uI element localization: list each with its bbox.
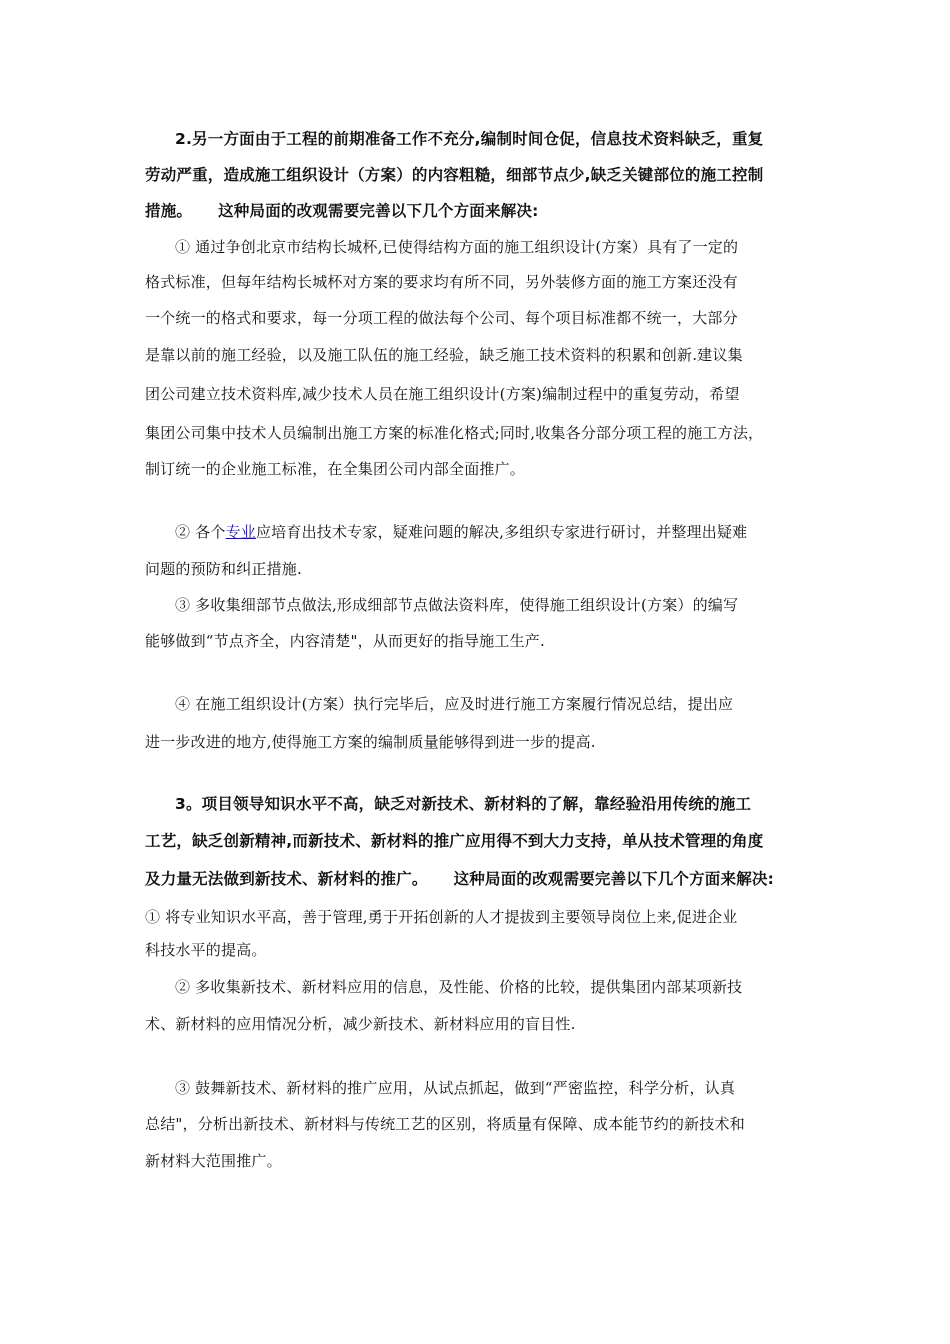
section-3-item-1-line-1: ① 将专业知识水平高，善于管理,勇于开拓创新的人才提拔到主要领导岗位上来,促进企业 xyxy=(145,908,738,926)
section-2-item-2-suffix: 应培育出技术专家，疑难问题的解决,多组织专家进行研讨，并整理出疑难 xyxy=(255,523,748,541)
section-2-item-1-line-1: ① 通过争创北京市结构长城杯,已使得结构方面的施工组织设计(方案）具有了一定的 xyxy=(175,238,739,256)
section-2-item-1-line-2: 格式标准，但每年结构长城杯对方案的要求均有所不同，另外装修方面的施工方案还没有 xyxy=(145,273,738,291)
section-3-item-2-line-1: ② 多收集新技术、新材料应用的信息，及性能、价格的比较，提供集团内部某项新技 xyxy=(175,978,743,996)
section-2-heading-line-3 xyxy=(145,201,539,221)
section-3-item-2-line-2: 术、新材料的应用情况分析，减少新技术、新材料应用的盲目性. xyxy=(145,1015,576,1033)
section-2-item-1-line-6: 集团公司集中技术人员编制出施工方案的标准化格式;同时,收集各分部分项工程的施工方法， xyxy=(145,424,764,442)
section-3-item-1-line-2: 科技水平的提高。 xyxy=(145,941,267,959)
section-3-item-3-line-3: 新材料大范围推广。 xyxy=(145,1152,282,1170)
section-2-heading-line-1: 2.另一方面由于工程的前期准备工作不充分,编制时间仓促，信息技术资料缺乏，重复 xyxy=(175,130,764,148)
section-2-item-2-line-2: 问题的预防和纠正措施. xyxy=(145,560,302,578)
section-2-item-3-line-1: ③ 多收集细部节点做法,形成细部节点做法资料库，使得施工组织设计(方案）的编写 xyxy=(175,596,739,614)
section-3-item-3-line-1: ③ 鼓舞新技术、新材料的推广应用，从试点抓起，做到“严密监控，科学分析，认真 xyxy=(175,1079,736,1097)
section-2-item-1-line-7: 制订统一的企业施工标准，在全集团公司内部全面推广。 xyxy=(145,460,526,478)
section-3-heading-line-2: 工艺，缺乏创新精神,而新技术、新材料的推广应用得不到大力支持，单从技术管理的角度 xyxy=(145,832,764,850)
section-2-item-2-prefix: ② 各个 xyxy=(175,523,226,541)
section-2-item-3-line-2: 能够做到“节点齐全，内容清楚"，从而更好的指导施工生产. xyxy=(145,632,545,650)
section-3-heading-tail: 及力量无法做到新技术、新材料的推广。 xyxy=(145,870,428,888)
section-2-item-4-line-1: ④ 在施工组织设计(方案）执行完毕后，应及时进行施工方案履行情况总结，提出应 xyxy=(175,695,734,713)
section-2-item-1-line-3: 一个统一的格式和要求，每一分项工程的做法每个公司、每个项目标准都不统一，大部分 xyxy=(145,309,738,327)
section-2-heading-measures: 措施。 xyxy=(145,202,193,220)
section-2-item-4-line-2: 进一步改进的地方,使得施工方案的编制质量能够得到进一步的提高. xyxy=(145,733,596,751)
section-2-item-2-line-1 xyxy=(175,522,747,542)
section-2-heading-line-2: 劳动严重，造成施工组织设计（方案）的内容粗糙，细部节点少,缺乏关键部位的施工控制 xyxy=(145,166,764,184)
section-2-solution-intro: 这种局面的改观需要完善以下几个方面来解决: xyxy=(218,202,539,220)
section-3-heading-line-1: 3。项目领导知识水平不高，缺乏对新技术、新材料的了解，靠经验沿用传统的施工 xyxy=(175,795,752,813)
zhuanye-link[interactable]: 专业 xyxy=(225,523,256,541)
section-2-item-1-line-5: 团公司建立技术资料库,减少技术人员在施工组织设计(方案)编制过程中的重复劳动，希望 xyxy=(145,385,740,403)
section-3-solution-intro: 这种局面的改观需要完善以下几个方面来解决: xyxy=(453,870,775,888)
section-3-heading-line-3 xyxy=(145,869,774,889)
section-2-item-1-line-4: 是靠以前的施工经验，以及施工队伍的施工经验，缺乏施工技术资料的积累和创新.建议集 xyxy=(145,346,743,364)
section-3-item-3-line-2: 总结"，分析出新技术、新材料与传统工艺的区别，将质量有保障、成本能节约的新技术和 xyxy=(145,1115,745,1133)
